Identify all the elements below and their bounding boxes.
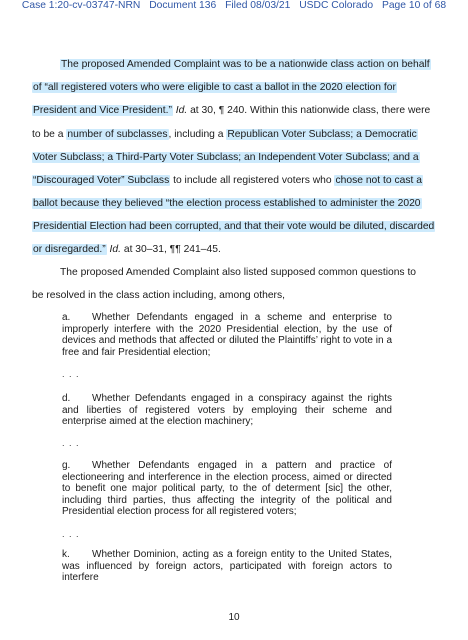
page-count: Page 10 of 68 bbox=[381, 0, 447, 11]
quote-text-a: Whether Defendants engaged in a scheme and enterprise to improperly interfere with the 2020 Presidential election, by the use of devices and methods that affected or diluted the Plaintiffs’ right to vote in a free and fair Presidential election; bbox=[62, 312, 392, 358]
quote-item-k bbox=[62, 549, 392, 584]
quote-marker-a: a. bbox=[62, 312, 71, 323]
para1-line2: of “all registered voters who were eligible to cast a ballot in the 2020 election for bbox=[33, 82, 396, 93]
quote-text-k: Whether Dominion, acting as a foreign entity to the United States, was influenced by foreign actors, participated with foreign actors to interfere bbox=[62, 549, 392, 584]
document-number: Document 136 bbox=[149, 0, 217, 11]
quote-marker-g: g. bbox=[62, 460, 71, 471]
para1-line4: to be a number of subclasses, including a Republican Voter Subclass; a Democratic bbox=[32, 129, 417, 140]
quote-marker-k: k. bbox=[62, 549, 70, 560]
para1-line1: The proposed Amended Complaint was to be a nationwide class action on behalf bbox=[61, 59, 430, 70]
ellipsis-2: . . . bbox=[62, 438, 80, 448]
para2-line2: be resolved in the class action including, among others, bbox=[32, 290, 285, 301]
ellipsis-3: . . . bbox=[62, 529, 80, 539]
quote-item-g bbox=[62, 460, 392, 518]
para1-line9: or disregarded.” Id. at 30–31, ¶¶ 241–45. bbox=[33, 244, 221, 255]
para1-line8: Presidential Election had been corrupted, and that their vote would be diluted, discarded bbox=[33, 221, 435, 232]
ellipsis-1: . . . bbox=[62, 369, 80, 379]
case-number: Case 1:20-cv-03747-NRN bbox=[21, 0, 141, 11]
para1-line5: Voter Subclass; a Third-Party Voter Subclass; an Independent Voter Subclass; and a bbox=[33, 152, 419, 163]
quote-item-d bbox=[62, 393, 392, 428]
filed-date: Filed 08/03/21 bbox=[225, 0, 291, 11]
quote-item-a bbox=[62, 312, 392, 358]
quote-marker-d: d. bbox=[62, 393, 71, 404]
para1-line7: ballot because they believed “the election process established to administer the 2020 bbox=[33, 198, 421, 209]
page-number: 10 bbox=[228, 612, 240, 623]
court-name: USDC Colorado bbox=[299, 0, 374, 11]
quote-text-g: Whether Defendants engaged in a pattern and practice of electioneering and interference in the election process, aimed or directed to benefit one major political party, to the of determent [sic] the other, including third parties, thus affecting the integrity of the political and Presidential election process for all registered voters; bbox=[62, 460, 392, 518]
para2-line1: The proposed Amended Complaint also listed supposed common questions to bbox=[60, 267, 417, 278]
quote-text-d: Whether Defendants engaged in a conspiracy against the rights and liberties of registered voters by employing their scheme and enterprise aimed at the election machinery; bbox=[62, 393, 392, 428]
para1-line6: “Discouraged Voter” Subclass to include all registered voters who chose not to cast a bbox=[33, 175, 422, 186]
ecf-header bbox=[0, 0, 468, 14]
para1-line3: President and Vice President.” Id. at 30, ¶ 240. Within this nationwide class, there were bbox=[33, 105, 431, 116]
